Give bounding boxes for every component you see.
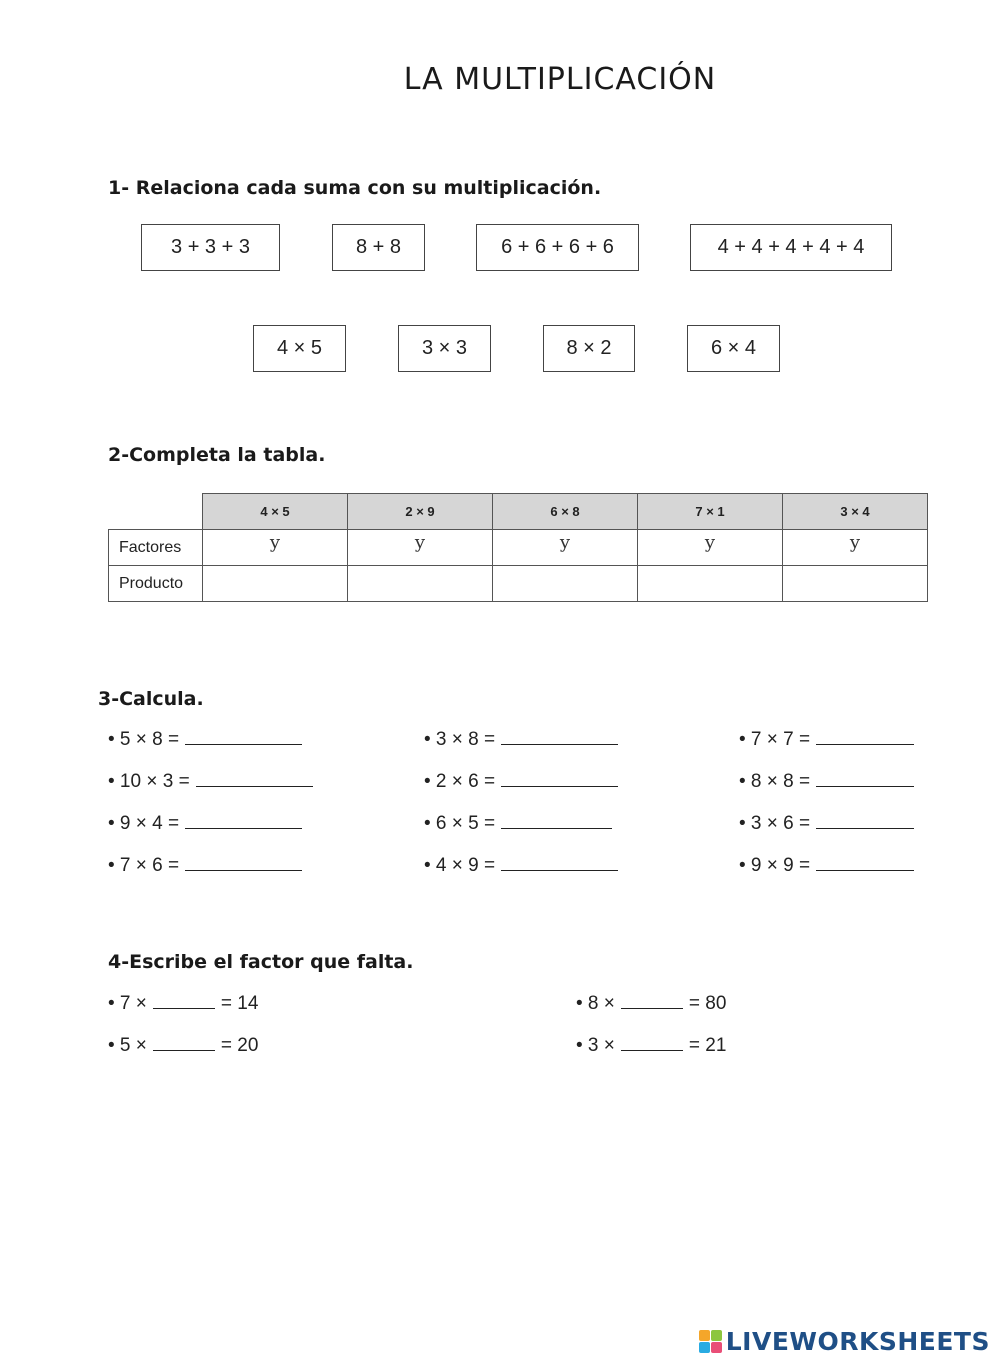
row-label-producto: Producto	[109, 566, 203, 602]
factor-prefix: • 7 ×	[108, 993, 147, 1014]
producto-input-cell[interactable]	[203, 566, 348, 602]
missing-factor-line[interactable]	[153, 1008, 215, 1009]
table-row-factores	[109, 530, 928, 566]
calc-expression: • 9 × 4 =	[108, 813, 180, 834]
factor-prefix: • 8 ×	[576, 993, 615, 1014]
page-title: LA MULTIPLICACIÓN	[403, 62, 717, 97]
calc-expression: • 10 × 3 =	[108, 771, 190, 792]
table-header-cell: 6 × 8	[493, 494, 638, 530]
product-box[interactable]	[253, 325, 346, 372]
calc-expression: • 2 × 6 =	[424, 771, 496, 792]
answer-line[interactable]	[196, 785, 313, 787]
sum-box[interactable]	[476, 224, 639, 271]
factores-input-cell[interactable]: y	[203, 530, 348, 566]
calc-item	[424, 813, 612, 835]
sum-text: 6 + 6 + 6 + 6	[501, 236, 614, 258]
table-header-cell: 4 × 5	[203, 494, 348, 530]
logo-square	[711, 1330, 722, 1341]
answer-line[interactable]	[816, 743, 914, 745]
sum-box[interactable]	[690, 224, 892, 271]
calc-expression: • 3 × 8 =	[424, 729, 496, 750]
factor-prefix: • 3 ×	[576, 1035, 615, 1056]
calc-item	[739, 771, 914, 793]
section1-heading: 1- Relaciona cada suma con su multiplicación.	[108, 177, 602, 199]
table-corner	[109, 494, 203, 530]
producto-input-cell[interactable]	[493, 566, 638, 602]
missing-factor-line[interactable]	[153, 1050, 215, 1051]
missing-factor-line[interactable]	[621, 1008, 683, 1009]
missing-factor-item	[108, 1035, 258, 1057]
factores-input-cell[interactable]: y	[348, 530, 493, 566]
answer-line[interactable]	[185, 827, 302, 829]
missing-factor-line[interactable]	[621, 1050, 683, 1051]
calc-item	[108, 855, 302, 877]
answer-line[interactable]	[501, 869, 618, 871]
section4-heading: 4-Escribe el factor que falta.	[108, 951, 414, 973]
product-box[interactable]	[398, 325, 491, 372]
sum-box[interactable]	[332, 224, 425, 271]
calc-expression: • 7 × 6 =	[108, 855, 180, 876]
producto-input-cell[interactable]	[638, 566, 783, 602]
product-text: 6 × 4	[710, 337, 757, 359]
table-header-cell: 2 × 9	[348, 494, 493, 530]
calc-expression: • 6 × 5 =	[424, 813, 496, 834]
product-text: 8 × 2	[566, 337, 612, 359]
sum-text: 4 + 4 + 4 + 4 + 4	[717, 236, 865, 258]
calc-item	[739, 729, 914, 751]
calc-item	[739, 813, 914, 835]
factor-prefix: • 5 ×	[108, 1035, 147, 1056]
logo-square	[699, 1342, 710, 1353]
table-header-row	[109, 494, 928, 530]
answer-line[interactable]	[816, 869, 914, 871]
answer-line[interactable]	[501, 743, 618, 745]
calc-expression: • 9 × 9 =	[739, 855, 811, 876]
table-header-cell: 7 × 1	[638, 494, 783, 530]
logo-square	[711, 1342, 722, 1353]
section2-heading: 2-Completa la tabla.	[108, 444, 326, 466]
logo-square	[699, 1330, 710, 1341]
factors-table	[108, 493, 928, 602]
calc-expression: • 4 × 9 =	[424, 855, 496, 876]
product-box[interactable]	[687, 325, 780, 372]
table-header-cell: 3 × 4	[783, 494, 928, 530]
calc-item	[108, 729, 302, 751]
producto-input-cell[interactable]	[783, 566, 928, 602]
missing-factor-item	[576, 993, 726, 1015]
row-label-factores: Factores	[109, 530, 203, 566]
calc-expression: • 7 × 7 =	[739, 729, 811, 750]
factor-result: = 21	[688, 1035, 727, 1056]
answer-line[interactable]	[816, 827, 914, 829]
answer-line[interactable]	[501, 785, 618, 787]
liveworksheets-logo-icon	[699, 1330, 722, 1353]
calc-item	[424, 729, 618, 751]
factores-input-cell[interactable]: y	[638, 530, 783, 566]
factores-input-cell[interactable]: y	[493, 530, 638, 566]
producto-input-cell[interactable]	[348, 566, 493, 602]
answer-line[interactable]	[501, 827, 612, 829]
factor-result: = 14	[220, 993, 259, 1014]
calc-item	[424, 771, 618, 793]
sum-text: 3 + 3 + 3	[171, 236, 250, 258]
factor-result: = 20	[220, 1035, 259, 1056]
calc-item	[108, 813, 302, 835]
factor-result: = 80	[688, 993, 727, 1014]
calc-expression: • 8 × 8 =	[739, 771, 811, 792]
missing-factor-item	[576, 1035, 726, 1057]
calc-item	[108, 771, 313, 793]
answer-line[interactable]	[185, 743, 302, 745]
factores-input-cell[interactable]: y	[783, 530, 928, 566]
logo-text: LIVEWORKSHEETS	[725, 1327, 990, 1356]
product-text: 3 × 3	[421, 337, 468, 359]
liveworksheets-logo[interactable]	[699, 1327, 990, 1356]
calc-item	[424, 855, 618, 877]
sum-text: 8 + 8	[355, 236, 402, 258]
answer-line[interactable]	[816, 785, 914, 787]
table-row-producto	[109, 566, 928, 602]
section3-heading: 3-Calcula.	[98, 688, 204, 710]
calc-expression: • 5 × 8 =	[108, 729, 180, 750]
calc-item	[739, 855, 914, 877]
product-box[interactable]	[543, 325, 635, 372]
sum-box[interactable]	[141, 224, 280, 271]
product-text: 4 × 5	[276, 337, 323, 359]
calc-expression: • 3 × 6 =	[739, 813, 811, 834]
answer-line[interactable]	[185, 869, 302, 871]
missing-factor-item	[108, 993, 258, 1015]
